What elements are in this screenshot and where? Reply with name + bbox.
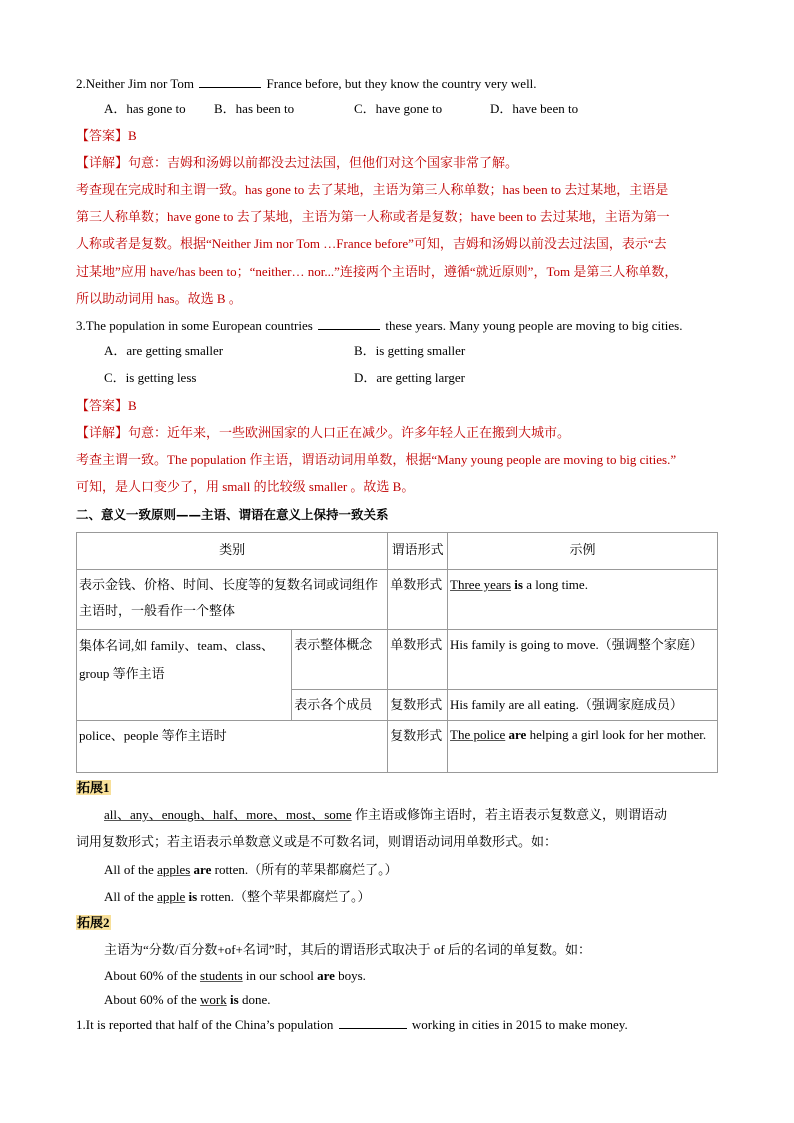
explanation-line: 过某地”应用 have/has been to；“neither… nor...”连接两个主语时，遵循“就近原则”，Tom 是第三人称单数， xyxy=(76,264,678,279)
question-stem-text: 3.The population in some European countries xyxy=(76,318,317,333)
option-c: C．have gone to xyxy=(354,101,443,116)
example-noun: work xyxy=(200,992,227,1007)
example-text: in our school xyxy=(242,968,318,983)
question-stem-text: working in cities in 2015 to make money. xyxy=(408,1017,628,1032)
example-verb: are xyxy=(193,862,212,877)
table-header-example: 示例 xyxy=(448,533,718,570)
extension-1-example xyxy=(104,887,370,907)
example-text: All of the xyxy=(104,862,158,877)
extension-tag: 拓展2 xyxy=(77,915,110,930)
answer-line: 【答案】B xyxy=(76,398,137,413)
extension-text: 作主语或修饰主语时，若主语表示复数意义，则谓语动 xyxy=(351,807,667,822)
answer-blank xyxy=(199,75,261,88)
example-rest: a long time. xyxy=(522,577,588,592)
question-1-stem xyxy=(76,1015,628,1035)
explanation-line: 可知，是人口变少了，用 small 的比较级 smaller 。故选 B。 xyxy=(76,479,415,494)
option-c: C．is getting less xyxy=(104,370,197,385)
example-noun: students xyxy=(200,968,243,983)
option-d: D．have been to xyxy=(490,101,579,116)
example-text: About 60% of the xyxy=(104,992,201,1007)
option-a: A．has gone to xyxy=(104,101,186,116)
example-text: rotten.（整个苹果都腐烂了。） xyxy=(197,889,371,904)
option-b: B．is getting smaller xyxy=(354,343,466,358)
question-2-stem xyxy=(76,74,537,94)
answer-blank xyxy=(339,1016,407,1029)
quantifier-list: all、any、enough、half、more、most、some xyxy=(104,807,352,822)
section-title: 二、意义一致原则——主语、谓语在意义上保持一致关系 xyxy=(76,507,389,522)
table-cell-example xyxy=(448,721,718,773)
explanation-line: 考查主谓一致。The population 作主语，谓语动词用单数，根据“Many young people are moving to big cities.” xyxy=(76,452,677,467)
answer-line: 【答案】B xyxy=(76,128,137,143)
detail-title: 【详解】 xyxy=(76,155,129,170)
extension-tag: 拓展1 xyxy=(77,780,110,795)
example-verb: is xyxy=(230,992,239,1007)
option-d: D．are getting larger xyxy=(354,370,465,385)
example-noun: apple xyxy=(157,889,186,904)
table-cell-category: 表示金钱、价格、时间、长度等的复数名词或词组作主语时，一般看作一个整体 xyxy=(77,570,388,630)
question-stem-text: these years. Many young people are moving to big cities. xyxy=(382,318,683,333)
extension-2-text: 主语为“分数/百分数+of+名词”时，其后的谓语形式取决于 of 后的名词的单复数。如： xyxy=(104,942,591,957)
table-cell-example: His family are all eating.（强调家庭成员） xyxy=(448,690,718,721)
detail-title: 【详解】 xyxy=(76,425,129,440)
explanation-line: 考查现在完成时和主谓一致。has gone to 去了某地，主语为第三人称单数；has been to 去过某地，主语是 xyxy=(76,182,669,197)
table-cell-example: His family is going to move.（强调整个家庭） xyxy=(448,630,718,690)
table-cell-form: 单数形式 xyxy=(388,630,448,690)
example-verb: is xyxy=(188,889,198,904)
question-stem-text: 1.It is reported that half of the China’s population xyxy=(76,1017,337,1032)
table-row xyxy=(77,721,718,773)
example-verb: are xyxy=(317,968,335,983)
table-cell-form: 复数形式 xyxy=(388,721,448,773)
table-cell-example xyxy=(448,570,718,630)
table-row xyxy=(77,570,718,630)
explanation-line: 第三人称单数；have gone to 去了某地，主语为第一人称或者是复数；have been to 去过某地，主语为第一 xyxy=(76,209,670,224)
grammar-table xyxy=(76,532,718,773)
extension-2-example xyxy=(104,966,366,986)
table-header-form: 谓语形式 xyxy=(388,533,448,570)
explanation-line: 所以助动词用 has。故选 B 。 xyxy=(76,291,242,306)
option-b: B．has been to xyxy=(214,101,295,116)
extension-2-example xyxy=(104,990,270,1010)
table-cell-category: 集体名词,如 family、team、class、group 等作主语 xyxy=(77,630,292,721)
extension-1-heading xyxy=(76,778,111,798)
table-cell-subcategory: 表示整体概念 xyxy=(292,630,388,690)
detail-line xyxy=(76,153,518,173)
example-text: All of the xyxy=(104,889,158,904)
extension-1-text: 词用复数形式；若主语表示单数意义或是不可数名词，则谓语动词用单数形式。如： xyxy=(76,834,558,849)
extension-1-text xyxy=(104,805,667,825)
example-verb: are xyxy=(508,727,527,742)
example-verb: is xyxy=(514,577,523,592)
table-cell-subcategory: 表示各个成员 xyxy=(292,690,388,721)
table-row xyxy=(77,630,718,690)
example-text: About 60% of the xyxy=(104,968,201,983)
table-cell-category: police、people 等作主语时 xyxy=(77,721,388,773)
question-3-stem xyxy=(76,316,682,336)
extension-1-example xyxy=(104,860,398,880)
example-noun: apples xyxy=(157,862,191,877)
detail-meaning: 句意：吉姆和汤姆以前都没去过法国，但他们对这个国家非常了解。 xyxy=(128,155,519,170)
example-subject: The police xyxy=(450,727,506,742)
example-text: done. xyxy=(238,992,271,1007)
table-cell-form: 单数形式 xyxy=(388,570,448,630)
question-stem-text: France before, but they know the country very well. xyxy=(263,76,537,91)
explanation-line: 人称或者是复数。根据“Neither Jim nor Tom …France before”可知，吉姆和汤姆以前没去过法国，表示“去 xyxy=(76,236,667,251)
table-cell-form: 复数形式 xyxy=(388,690,448,721)
example-text: boys. xyxy=(334,968,366,983)
example-rest: helping a girl look for her mother. xyxy=(526,727,707,742)
option-a: A．are getting smaller xyxy=(104,343,224,358)
example-subject: Three years xyxy=(450,577,512,592)
extension-2-heading xyxy=(76,913,111,933)
answer-blank xyxy=(318,317,380,330)
example-text: rotten.（所有的苹果都腐烂了。） xyxy=(211,862,398,877)
detail-meaning: 句意：近年来，一些欧洲国家的人口正在减少。许多年轻人正在搬到大城市。 xyxy=(128,425,571,440)
table-header-category: 类别 xyxy=(77,533,388,570)
question-stem-text: 2.Neither Jim nor Tom xyxy=(76,76,198,91)
detail-line xyxy=(76,423,570,443)
table-header-row xyxy=(77,533,718,570)
